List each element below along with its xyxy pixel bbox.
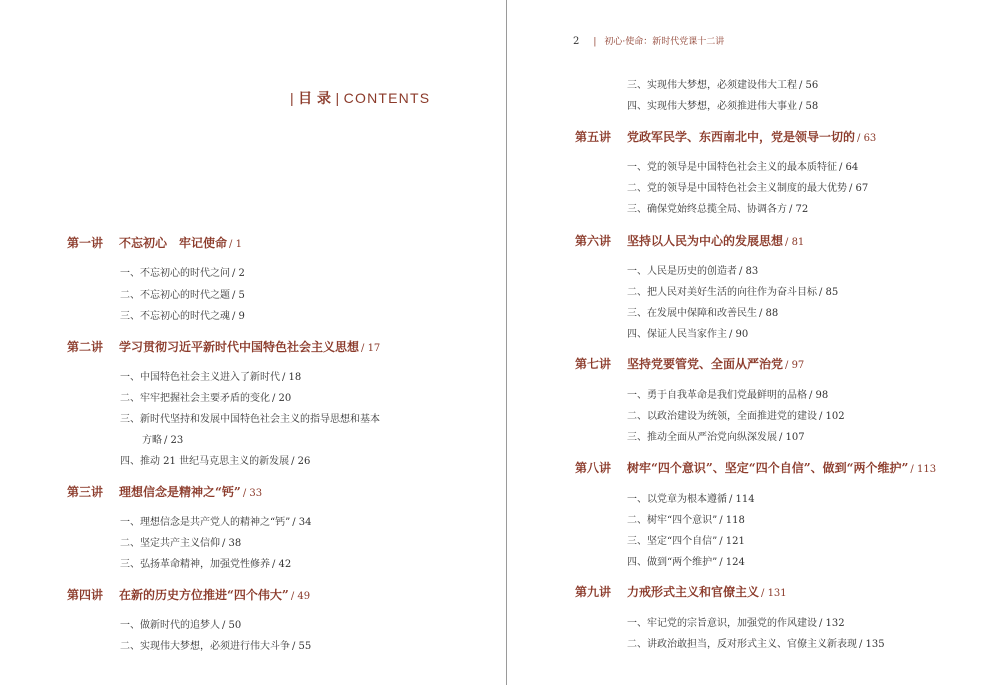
page-divider xyxy=(506,0,507,685)
section-title: 二、党的领导是中国特色社会主义制度的最大优势 xyxy=(627,183,847,194)
section-page: / 72 xyxy=(789,204,809,215)
section-page: / 90 xyxy=(729,329,749,340)
section-entry[interactable] xyxy=(120,410,382,425)
title-bar-left: | xyxy=(290,90,295,106)
chapter-heading[interactable] xyxy=(575,128,876,145)
section-page: / 42 xyxy=(272,559,292,570)
section-entry[interactable] xyxy=(120,534,241,549)
section-page: / 118 xyxy=(719,515,745,526)
section-title: 三、坚定“四个自信” xyxy=(627,536,718,547)
chapter-title: 坚持以人民为中心的发展思想 xyxy=(627,234,784,248)
section-page: / 38 xyxy=(222,538,242,549)
section-entry[interactable] xyxy=(627,428,805,443)
section-title: 二、不忘初心的时代之题 xyxy=(120,290,230,301)
chapter-number: 第二讲 xyxy=(67,340,104,354)
chapter-heading[interactable] xyxy=(67,586,310,603)
chapter-heading[interactable] xyxy=(575,583,787,600)
chapter-number: 第四讲 xyxy=(67,588,104,602)
section-page: / 67 xyxy=(849,183,869,194)
chapter-title: 在新的历史方位推进“四个伟大” xyxy=(119,588,289,602)
section-page: / 135 xyxy=(859,639,885,650)
chapter-number: 第九讲 xyxy=(575,585,612,599)
section-title: 三、确保党始终总揽全局、协调各方 xyxy=(627,204,787,215)
section-entry[interactable] xyxy=(120,389,291,404)
section-title: 二、以政治建设为统领，全面推进党的建设 xyxy=(627,411,817,422)
section-title: 四、做到“两个维护” xyxy=(627,557,718,568)
section-entry[interactable] xyxy=(627,511,745,526)
section-page: / 83 xyxy=(739,266,759,277)
section-title: 四、实现伟大梦想，必须推进伟大事业 xyxy=(627,101,797,112)
chapter-title: 党政军民学、东西南北中，党是领导一切的 xyxy=(627,130,856,144)
chapter-page: / 97 xyxy=(785,360,805,371)
section-entry[interactable] xyxy=(627,200,808,215)
section-title: 三、推动全面从严治党向纵深发展 xyxy=(627,432,777,443)
section-page: / 34 xyxy=(292,517,312,528)
header-title: 初心·使命：新时代党课十二讲 xyxy=(604,37,725,47)
chapter-page: / 131 xyxy=(761,588,787,599)
section-entry[interactable] xyxy=(120,307,245,322)
section-page: / 88 xyxy=(759,308,779,319)
chapter-number: 第八讲 xyxy=(575,461,612,475)
section-page: / 50 xyxy=(222,620,242,631)
section-title: 二、把人民对美好生活的向往作为奋斗目标 xyxy=(627,287,817,298)
section-page: / 23 xyxy=(164,435,184,446)
section-title: 四、推动 21 世纪马克思主义的新发展 xyxy=(120,456,290,467)
section-page: / 124 xyxy=(719,557,745,568)
section-entry[interactable] xyxy=(627,179,868,194)
title-bar-right: | xyxy=(335,90,340,106)
section-title: 二、牢牢把握社会主要矛盾的变化 xyxy=(120,393,270,404)
section-title: 二、实现伟大梦想，必须进行伟大斗争 xyxy=(120,641,290,652)
section-page: / 9 xyxy=(232,311,245,322)
section-page: / 132 xyxy=(819,618,845,629)
chapter-page: / 113 xyxy=(910,464,937,475)
chapter-number: 第三讲 xyxy=(67,485,104,499)
section-entry[interactable] xyxy=(627,490,755,505)
chapter-page: / 1 xyxy=(229,239,242,250)
section-title: 二、坚定共产主义信仰 xyxy=(120,538,220,549)
chapter-heading[interactable] xyxy=(575,232,804,249)
title-en: CONTENTS xyxy=(343,90,431,106)
section-entry[interactable] xyxy=(120,513,312,528)
section-title: 方略 xyxy=(142,435,162,446)
chapter-page: / 33 xyxy=(242,488,263,499)
title-zh: 目 录 xyxy=(298,90,332,106)
section-title: 三、实现伟大梦想，必须建设伟大工程 xyxy=(627,80,797,91)
section-page: / 2 xyxy=(232,268,245,279)
section-title: 二、讲政治敢担当，反对形式主义、官僚主义新表现 xyxy=(627,639,857,650)
section-page: / 56 xyxy=(799,80,819,91)
section-entry-continued[interactable] xyxy=(142,431,183,446)
section-entry[interactable] xyxy=(120,637,311,652)
section-page: / 98 xyxy=(809,390,829,401)
section-entry[interactable] xyxy=(120,616,241,631)
chapter-page: / 49 xyxy=(290,591,311,602)
chapter-number: 第一讲 xyxy=(67,236,104,250)
section-entry[interactable] xyxy=(120,555,291,570)
section-title: 一、人民是历史的创造者 xyxy=(627,266,737,277)
section-page: / 64 xyxy=(839,162,859,173)
section-page: / 85 xyxy=(819,287,839,298)
section-entry[interactable] xyxy=(120,368,301,383)
chapter-title: 学习贯彻习近平新时代中国特色社会主义思想 xyxy=(119,340,360,354)
section-title: 四、保证人民当家作主 xyxy=(627,329,727,340)
chapter-heading[interactable] xyxy=(575,355,804,372)
chapter-title: 树牢“四个意识”、坚定“四个自信”、做到“两个维护” xyxy=(627,461,909,475)
header-separator: | xyxy=(593,37,597,47)
section-title: 一、不忘初心的时代之问 xyxy=(120,268,230,279)
chapter-title: 坚持党要管党、全面从严治党 xyxy=(627,357,784,371)
chapter-page: / 17 xyxy=(361,343,381,354)
section-title: 一、以党章为根本遵循 xyxy=(627,494,727,505)
section-page: / 5 xyxy=(232,290,245,301)
chapter-title: 理想信念是精神之“钙” xyxy=(119,485,241,499)
section-page: / 107 xyxy=(779,432,805,443)
chapter-number: 第六讲 xyxy=(575,234,612,248)
section-entry[interactable] xyxy=(627,386,828,401)
section-page: / 55 xyxy=(292,641,312,652)
section-entry[interactable] xyxy=(627,304,778,319)
section-page: / 102 xyxy=(819,411,845,422)
section-page: / 114 xyxy=(729,494,755,505)
chapter-heading[interactable] xyxy=(67,483,262,500)
chapter-title: 力戒形式主义和官僚主义 xyxy=(627,585,760,599)
chapter-title: 不忘初心 牢记使命 xyxy=(119,236,228,250)
chapter-heading[interactable] xyxy=(67,234,242,251)
chapter-heading[interactable] xyxy=(575,459,936,476)
page-number: 2 xyxy=(573,36,580,47)
contents-title xyxy=(286,88,430,108)
chapter-page: / 81 xyxy=(785,237,805,248)
section-title: 三、在发展中保障和改善民生 xyxy=(627,308,757,319)
section-entry[interactable] xyxy=(627,158,858,173)
section-entry[interactable] xyxy=(627,325,748,340)
section-page: / 18 xyxy=(282,372,302,383)
section-entry[interactable] xyxy=(627,407,845,422)
chapter-number: 第七讲 xyxy=(575,357,612,371)
section-title: 二、树牢“四个意识” xyxy=(627,515,718,526)
section-entry[interactable] xyxy=(627,76,818,91)
section-page: / 26 xyxy=(291,456,311,467)
section-entry[interactable] xyxy=(627,553,745,568)
section-entry[interactable] xyxy=(627,614,845,629)
section-entry[interactable] xyxy=(627,635,885,650)
section-page: / 121 xyxy=(719,536,745,547)
section-entry[interactable] xyxy=(627,283,838,298)
section-entry[interactable] xyxy=(120,286,245,301)
section-entry[interactable] xyxy=(120,452,310,467)
running-header xyxy=(573,34,724,47)
section-title: 一、中国特色社会主义进入了新时代 xyxy=(120,372,280,383)
chapter-page: / 63 xyxy=(857,133,877,144)
chapter-heading[interactable] xyxy=(67,338,380,355)
section-page: / 58 xyxy=(799,101,819,112)
chapter-number: 第五讲 xyxy=(575,130,612,144)
section-title: 一、党的领导是中国特色社会主义的最本质特征 xyxy=(627,162,837,173)
section-page: / 20 xyxy=(272,393,292,404)
section-entry[interactable] xyxy=(627,532,745,547)
section-entry[interactable] xyxy=(627,97,818,112)
section-title: 三、新时代坚持和发展中国特色社会主义的指导思想和基本 xyxy=(120,414,380,425)
section-title: 一、理想信念是共产党人的精神之“钙” xyxy=(120,517,291,528)
section-title: 一、勇于自我革命是我们党最鲜明的品格 xyxy=(627,390,807,401)
section-title: 三、不忘初心的时代之魂 xyxy=(120,311,230,322)
section-entry[interactable] xyxy=(627,262,758,277)
section-title: 三、弘扬革命精神，加强党性修养 xyxy=(120,559,270,570)
section-entry[interactable] xyxy=(120,264,245,279)
section-title: 一、牢记党的宗旨意识，加强党的作风建设 xyxy=(627,618,817,629)
section-title: 一、做新时代的追梦人 xyxy=(120,620,220,631)
